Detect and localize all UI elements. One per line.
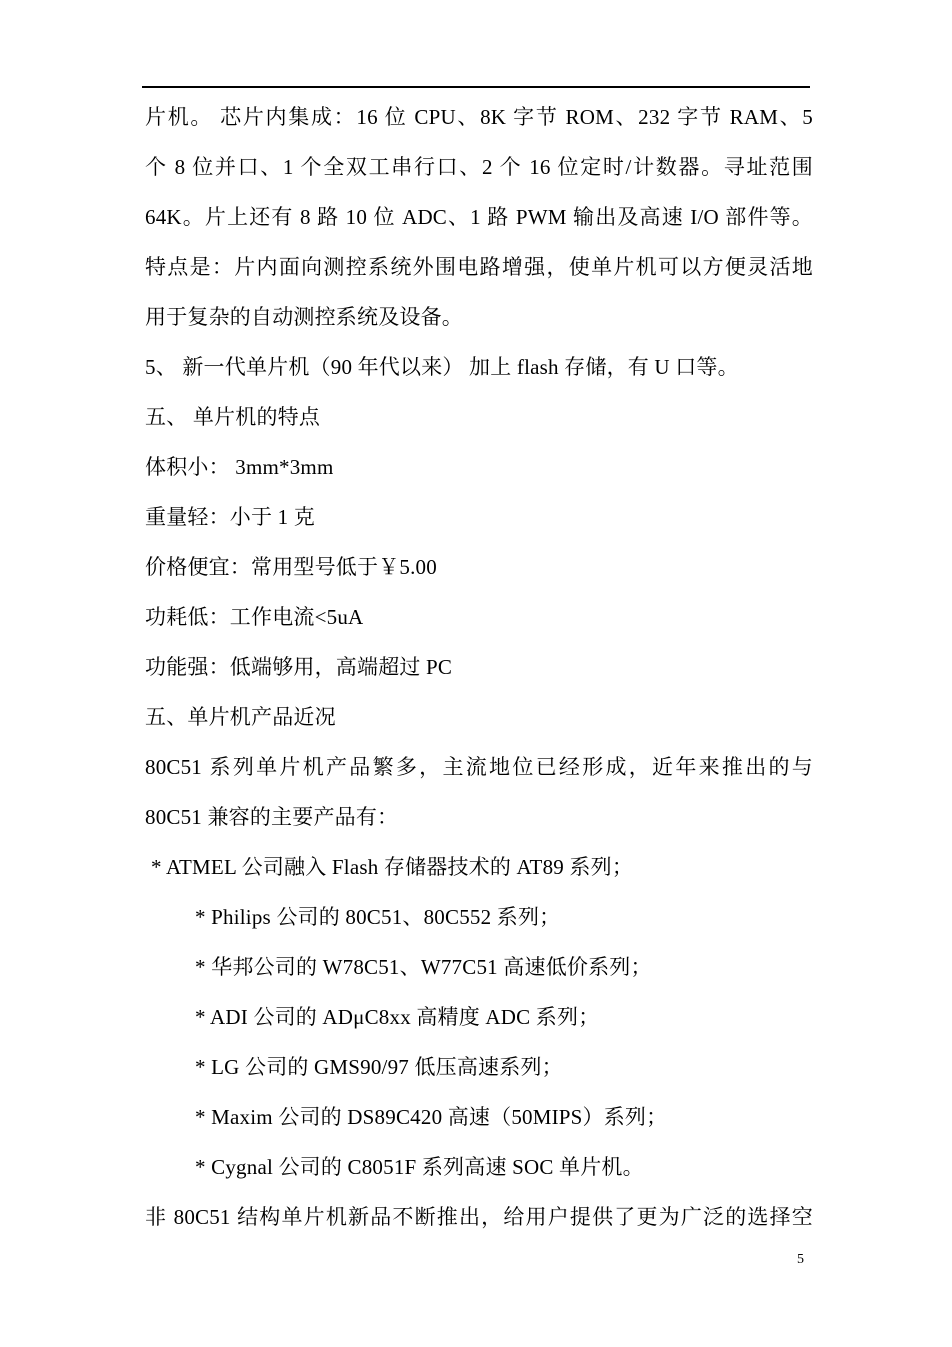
section-heading: 五、单片机产品近况 (145, 705, 336, 729)
paragraph-line: 非 80C51 结构单片机新品不断推出，给用户提供了更为广泛的选择空 (145, 1205, 813, 1229)
paragraph-line: 80C51 兼容的主要产品有： (145, 805, 399, 829)
page-number: 5 (797, 1252, 804, 1267)
product-item: * ATMEL 公司融入 Flash 存储器技术的 AT89 系列； (151, 855, 634, 879)
product-item: * ADI 公司的 ADμC8xx 高精度 ADC 系列； (195, 1005, 600, 1029)
paragraph-line: 个 8 位并口、1 个全双工串行口、2 个 16 位定时/计数器。寻址范围 (145, 155, 813, 179)
product-item: * Maxim 公司的 DS89C420 高速（50MIPS）系列； (195, 1105, 668, 1129)
list-item: 5、 新一代单片机（90 年代以来） 加上 flash 存储，有 U 口等。 (145, 355, 739, 379)
product-item: * Philips 公司的 80C51、80C552 系列； (195, 905, 561, 929)
paragraph-line: 用于复杂的自动测控系统及设备。 (145, 305, 463, 329)
section-heading: 五、 单片机的特点 (145, 405, 321, 429)
feature-item: 体积小： 3mm*3mm (145, 455, 334, 479)
product-item: * Cygnal 公司的 C8051F 系列高速 SOC 单片机。 (195, 1155, 644, 1179)
product-item: * 华邦公司的 W78C51、W77C51 高速低价系列； (195, 955, 652, 979)
product-item: * LG 公司的 GMS90/97 低压高速系列； (195, 1055, 563, 1079)
feature-item: 功耗低：工作电流<5uA (145, 605, 364, 629)
paragraph-line: 80C51 系列单片机产品繁多，主流地位已经形成，近年来推出的与 (145, 755, 813, 779)
paragraph-line: 特点是：片内面向测控系统外围电路增强，使单片机可以方便灵活地 (145, 255, 813, 279)
feature-item: 重量轻：小于 1 克 (145, 505, 315, 529)
paragraph-line: 64K。片上还有 8 路 10 位 ADC、1 路 PWM 输出及高速 I/O 部件等。 (145, 205, 813, 229)
paragraph-line: 片机。 芯片内集成：16 位 CPU、8K 字节 ROM、232 字节 RAM、5 (145, 105, 813, 129)
page-body (145, 92, 813, 1242)
feature-item: 价格便宜：常用型号低于￥5.00 (145, 555, 437, 579)
header-rule (142, 86, 810, 88)
feature-item: 功能强：低端够用，高端超过 PC (145, 655, 453, 679)
